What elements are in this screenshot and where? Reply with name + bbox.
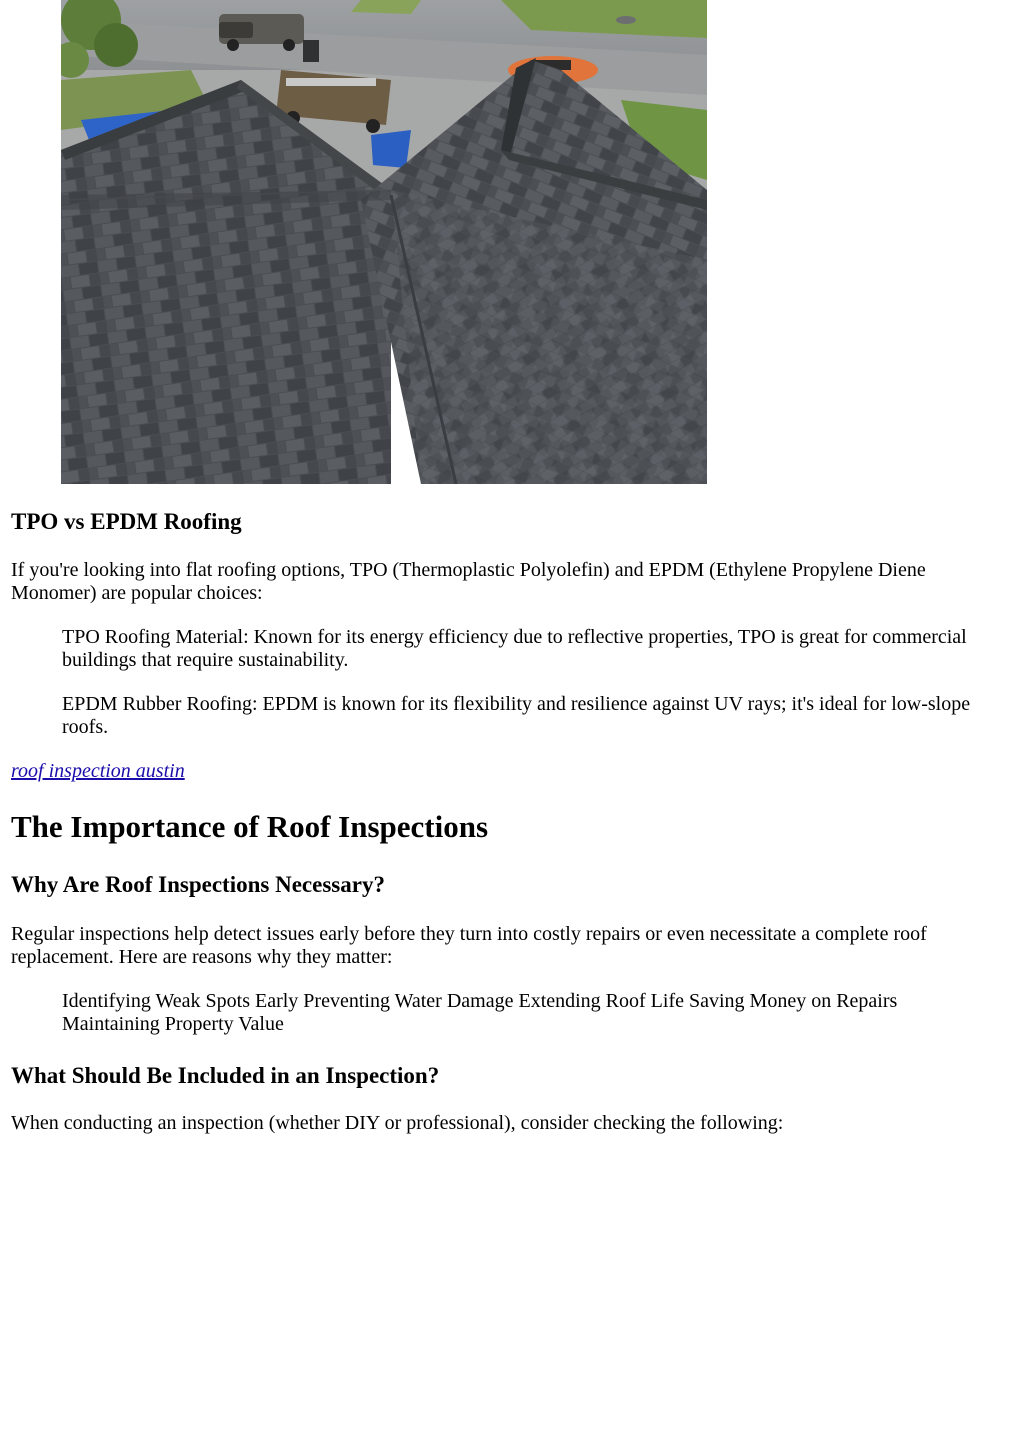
epdm-list-item: EPDM Rubber Roofing: EPDM is known for its flexibility and resilience against UV rays; it's ideal for low-slope roofs. <box>62 693 971 738</box>
why-inspections-heading: Why Are Roof Inspections Necessary? <box>11 872 385 897</box>
roof-inspection-austin-link[interactable]: roof inspection austin <box>11 760 185 782</box>
why-reasons-list: Identifying Weak Spots Early Preventing Water Damage Extending Roof Life Saving Money on Repairs Maintaining Property Value <box>62 990 898 1035</box>
roof-inspection-link-line <box>11 760 185 783</box>
inspection-contents-heading: What Should Be Included in an Inspection? <box>11 1063 440 1088</box>
tpo-list-item: TPO Roofing Material: Known for its energy efficiency due to reflective properties, TPO is great for commercial buildings that require sustainability. <box>62 626 967 671</box>
why-intro-paragraph: Regular inspections help detect issues early before they turn into costly repairs or even necessitate a complete roof replacement. Here are reasons why they matter: <box>11 923 927 968</box>
roof-photo <box>61 0 707 484</box>
importance-heading: The Importance of Roof Inspections <box>11 809 489 844</box>
tpo-intro-paragraph: If you're looking into flat roofing options, TPO (Thermoplastic Polyolefin) and EPDM (Ethylene Propylene Diene Monomer) are popular choices: <box>11 559 926 604</box>
tpo-epdm-heading: TPO vs EPDM Roofing <box>11 509 242 534</box>
inspection-intro-paragraph: When conducting an inspection (whether DIY or professional), consider checking the following: <box>11 1112 784 1134</box>
